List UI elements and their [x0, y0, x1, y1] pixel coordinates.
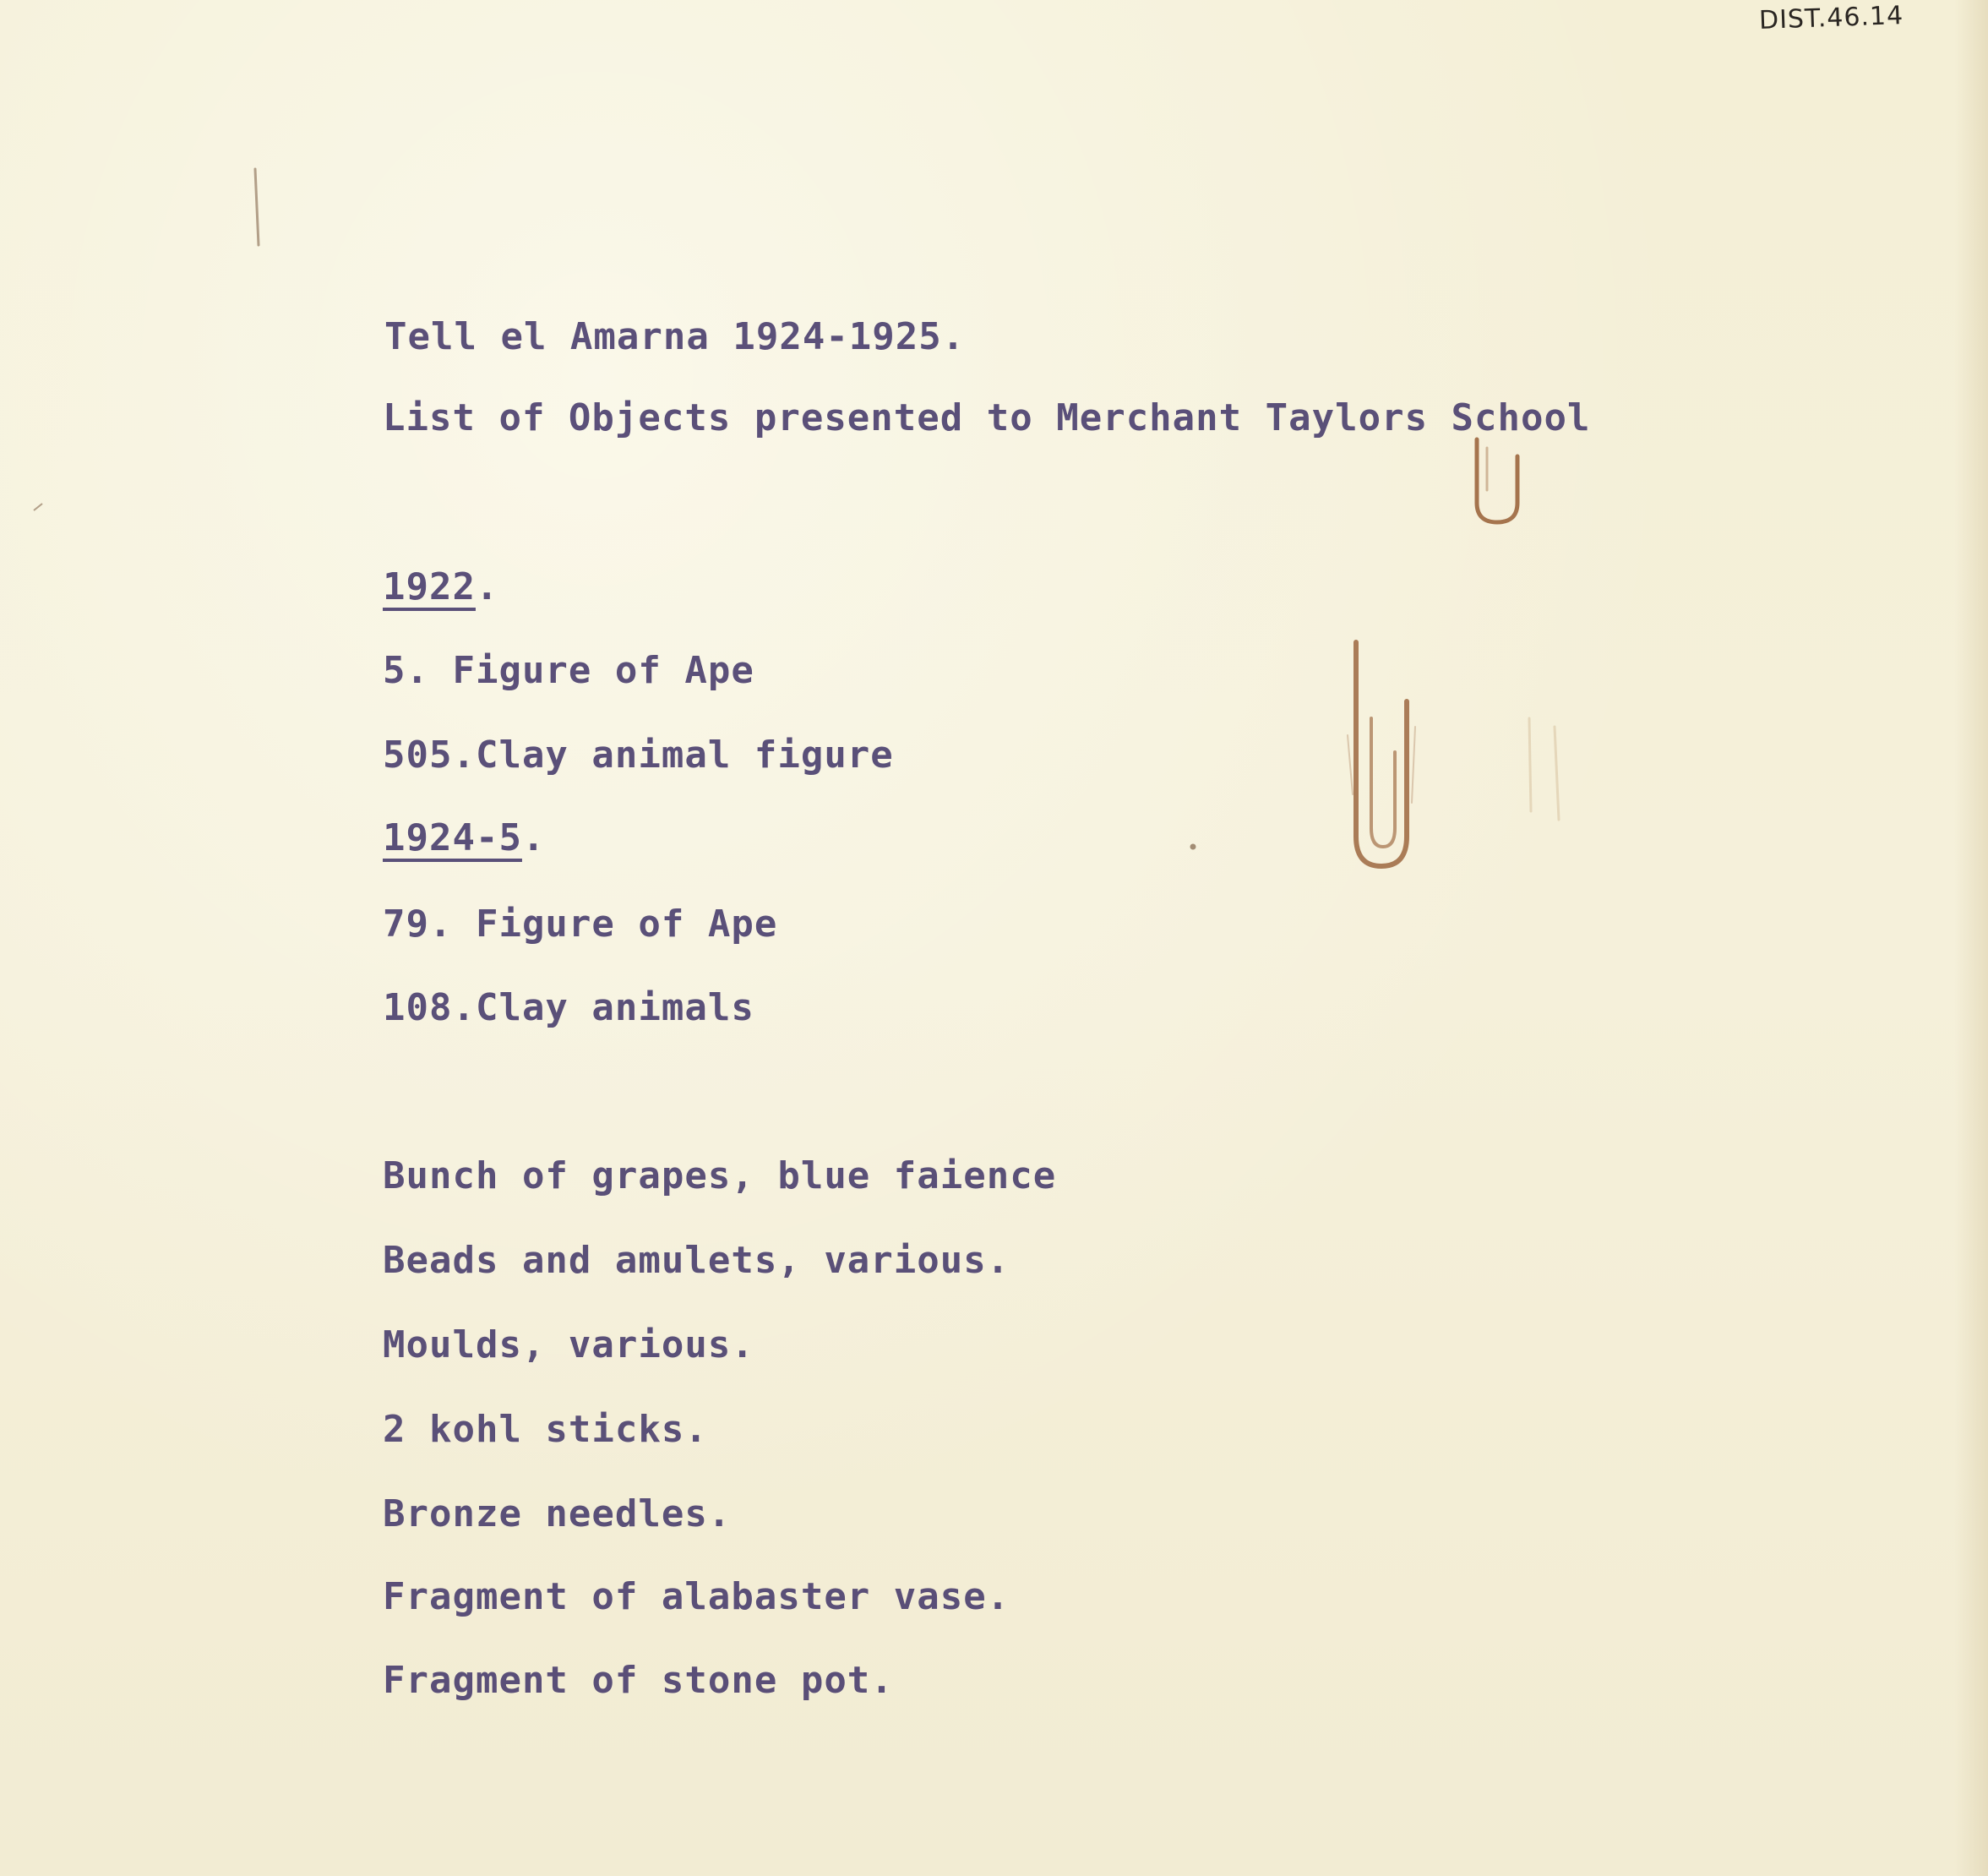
- list-item: 505.Clay animal figure: [383, 733, 894, 777]
- section-year-label: 1924-5: [383, 816, 522, 859]
- ink-dot-icon: [30, 499, 47, 515]
- list-item: Bronze needles.: [383, 1492, 732, 1535]
- document-subtitle: List of Objects presented to Merchant Taylors School: [383, 396, 1591, 439]
- list-item: Fragment of alabaster vase.: [383, 1575, 1010, 1618]
- list-item: Fragment of stone pot.: [383, 1659, 894, 1702]
- section-year-label: 1922: [383, 565, 476, 608]
- paperclip-rust-stain-icon: [1462, 423, 1538, 532]
- list-item: 5. Figure of Ape: [383, 649, 754, 692]
- list-item: Moulds, various.: [383, 1323, 754, 1366]
- ink-dot-icon: [1188, 842, 1198, 852]
- list-item: Bunch of grapes, blue faience: [383, 1154, 1057, 1197]
- document-title: Tell el Amarna 1924-1925.: [384, 315, 966, 358]
- list-item: 79. Figure of Ape: [383, 903, 778, 946]
- list-item: 2 kohl sticks.: [383, 1408, 708, 1451]
- paperclip-rust-stain-icon: [1331, 625, 1432, 879]
- section-year-1922: [383, 565, 499, 608]
- section-year-period: .: [475, 565, 499, 608]
- list-item: Beads and amulets, various.: [383, 1239, 1010, 1282]
- section-year-period: .: [521, 816, 546, 859]
- pencil-mark-icon: [245, 161, 270, 262]
- paper-edge-shadow: [1954, 0, 1988, 1876]
- list-item: 108.Clay animals: [383, 986, 754, 1029]
- paperclip-faint-stain-icon: [1512, 710, 1580, 828]
- accession-number: DIST.46.14: [1758, 1, 1904, 35]
- section-year-1924-5: [383, 816, 546, 859]
